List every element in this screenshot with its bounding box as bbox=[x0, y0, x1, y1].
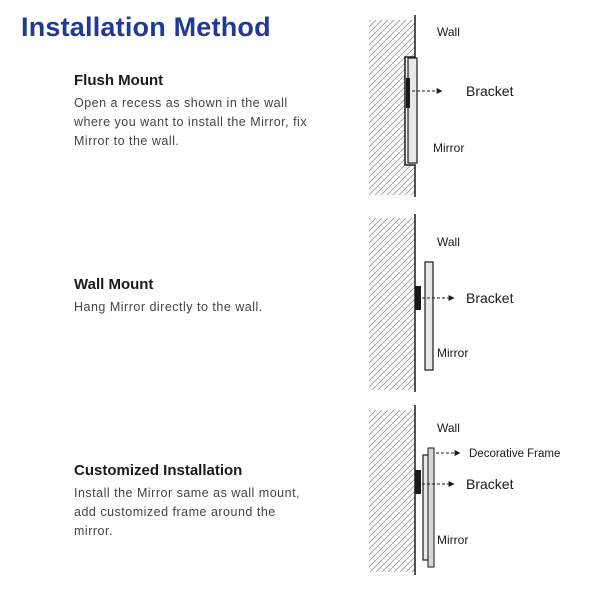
wall-label: Wall bbox=[437, 421, 460, 435]
wall-mount-heading: Wall Mount bbox=[74, 276, 154, 293]
wall-mount-diagram bbox=[369, 214, 514, 392]
mirror-panel bbox=[408, 58, 417, 163]
bracket-shape bbox=[406, 78, 410, 108]
wall-hatch bbox=[369, 410, 415, 572]
bracket-label: Bracket bbox=[466, 83, 514, 99]
mirror-label: Mirror bbox=[437, 346, 469, 360]
decorative-frame-shape bbox=[428, 448, 434, 567]
bracket-shape bbox=[415, 286, 421, 310]
bracket-label: Bracket bbox=[466, 476, 514, 492]
mirror-label: Mirror bbox=[433, 141, 465, 155]
mirror-panel bbox=[425, 262, 433, 370]
decorative-frame-label: Decorative Frame bbox=[469, 448, 561, 460]
customized-installation-description: Install the Mirror same as wall mount, add customized frame around the mirror. bbox=[74, 486, 301, 538]
customized-installation-diagram bbox=[369, 405, 560, 575]
bracket-label: Bracket bbox=[466, 290, 514, 306]
mirror-label: Mirror bbox=[437, 533, 469, 547]
wall-label: Wall bbox=[437, 235, 460, 249]
bracket-shape bbox=[415, 470, 421, 494]
wall-mount-description: Hang Mirror directly to the wall. bbox=[74, 300, 263, 314]
customized-installation-heading: Customized Installation bbox=[74, 462, 243, 479]
page-title: Installation Method bbox=[21, 12, 271, 42]
flush-mount-description: Open a recess as shown in the wall where you want to install the Mirror, fix Mirror to the wall. bbox=[74, 96, 308, 148]
wall-label: Wall bbox=[437, 25, 460, 39]
wall-hatch bbox=[369, 218, 415, 390]
flush-mount-heading: Flush Mount bbox=[74, 72, 164, 89]
flush-mount-diagram bbox=[369, 15, 514, 197]
